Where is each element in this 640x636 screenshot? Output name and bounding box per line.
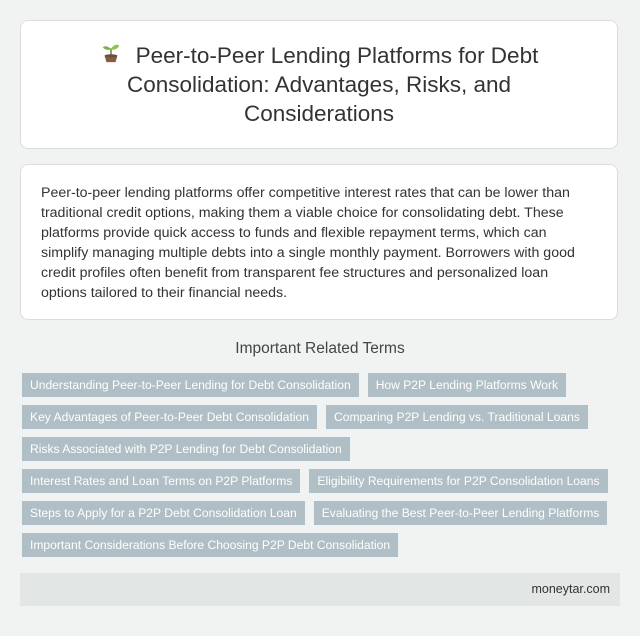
related-term-tag[interactable]: Evaluating the Best Peer-to-Peer Lending Platforms xyxy=(314,501,608,525)
summary-text: Peer-to-peer lending platforms offer competitive interest rates that can be lower than traditional credit options, making them a viable choice for consolidating debt. These platforms provide quick access to funds and flexible repayment terms, which can simplify managing multiple debts into a single monthly payment. Borrowers with good credit profiles often benefit from transparent fee structures and personalized loan options tailored to their financial needs. xyxy=(41,185,575,301)
footer-site-link[interactable]: moneytar.com xyxy=(531,582,610,596)
related-terms-list xyxy=(22,373,622,565)
related-term-tag[interactable]: Interest Rates and Loan Terms on P2P Platforms xyxy=(22,469,300,493)
related-terms-heading: Important Related Terms xyxy=(235,340,405,357)
related-term-tag[interactable]: Comparing P2P Lending vs. Traditional Loans xyxy=(326,405,588,429)
related-term-tag[interactable]: Understanding Peer-to-Peer Lending for Debt Consolidation xyxy=(22,373,359,397)
page-title xyxy=(84,41,554,128)
related-term-tag[interactable]: Eligibility Requirements for P2P Consolidation Loans xyxy=(309,469,607,493)
related-term-tag[interactable]: How P2P Lending Platforms Work xyxy=(368,373,566,397)
title-card xyxy=(20,20,618,149)
title-text: Peer-to-Peer Lending Platforms for Debt Consolidation: Advantages, Risks, and Considerations xyxy=(127,43,539,126)
summary-card xyxy=(20,164,618,320)
related-term-tag[interactable]: Risks Associated with P2P Lending for Debt Consolidation xyxy=(22,437,350,461)
sprout-icon xyxy=(100,42,122,64)
footer xyxy=(20,573,620,606)
related-term-tag[interactable]: Steps to Apply for a P2P Debt Consolidation Loan xyxy=(22,501,305,525)
related-term-tag[interactable]: Important Considerations Before Choosing P2P Debt Consolidation xyxy=(22,533,398,557)
related-term-tag[interactable]: Key Advantages of Peer-to-Peer Debt Consolidation xyxy=(22,405,317,429)
